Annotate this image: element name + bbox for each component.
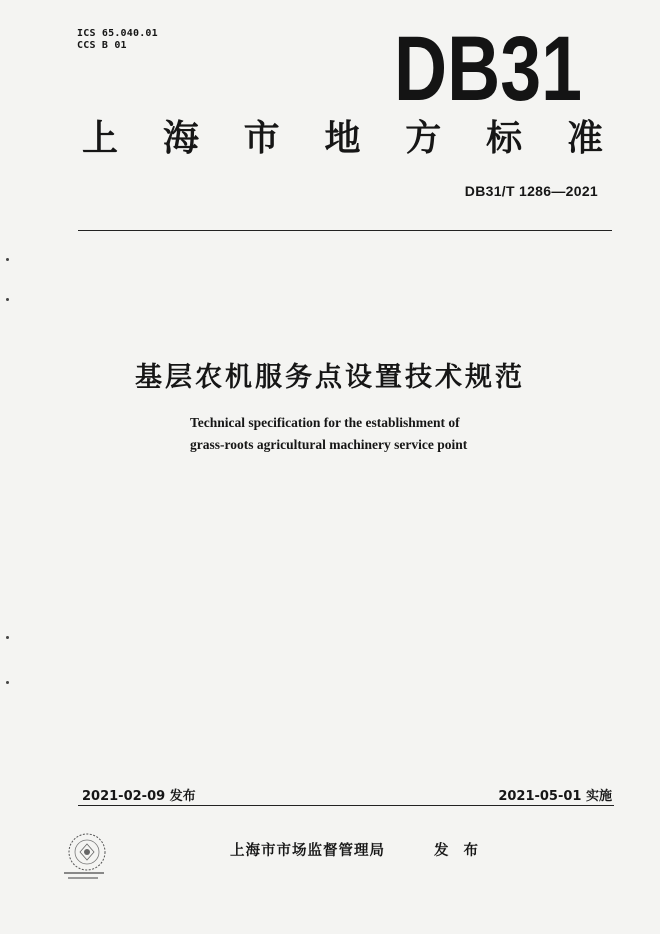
publish-action: 发 布 [434,843,484,859]
scan-speck [6,298,9,301]
standard-type-char: 海 [162,117,199,159]
document-title-en-line: grass-roots agricultural machinery service point [190,437,468,452]
footer-divider [78,805,614,806]
standard-type-char: 地 [324,117,361,159]
implementation-date: 2021-05-01 实施 [498,789,612,804]
db31-logo [394,18,584,120]
header-divider [78,230,612,231]
standard-type-char: 准 [566,117,603,159]
standard-type-char: 市 [243,117,280,159]
certification-stamp-icon [58,826,116,884]
scan-speck [6,636,9,639]
db31-logo-text: DB31 [394,18,582,120]
standard-type-char: 标 [486,117,523,159]
standard-type-char: 方 [405,117,442,159]
standard-number: DB31/T 1286—2021 [464,183,598,199]
scan-speck [6,681,9,684]
issue-date: 2021-02-09 发布 [82,789,196,804]
ccs-code: CCS B 01 [77,40,127,51]
document-title-en [190,412,550,456]
document-title-en-line: Technical specification for the establishment of [190,415,460,430]
standard-type-char: 上 [81,117,118,159]
scan-speck [6,258,9,261]
standard-type-title [70,116,615,160]
document-title-cn: 基层农机服务点设置技术规范 [135,362,525,393]
ics-code: ICS 65.040.01 [77,28,158,39]
publisher-name: 上海市市场监督管理局 [230,843,385,859]
